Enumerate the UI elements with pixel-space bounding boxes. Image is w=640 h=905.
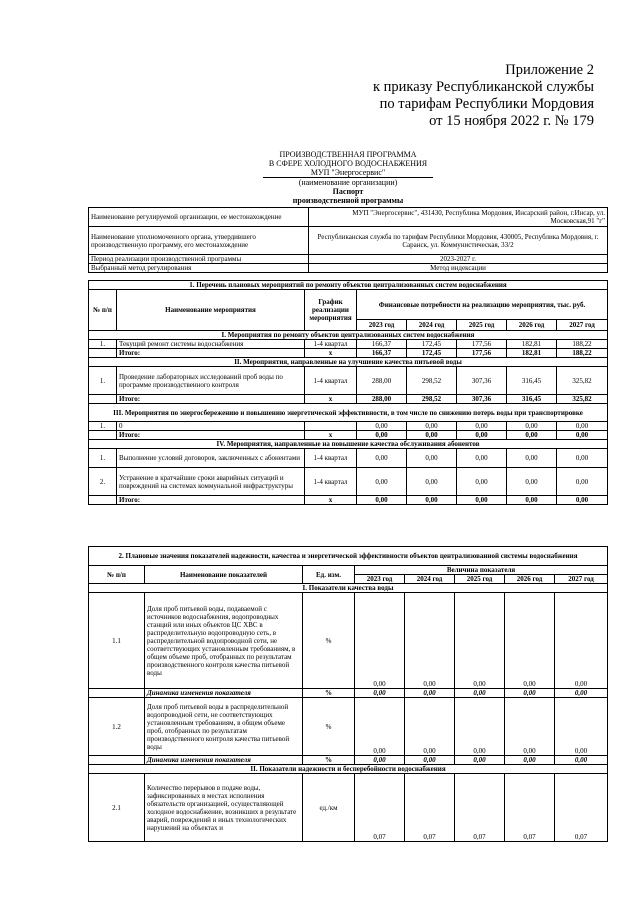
- row-value: 0,07: [505, 774, 555, 842]
- passport-label: Наименование регулируемой организации, ее местонахождение: [89, 208, 309, 227]
- appendix-line-4: от 15 ноября 2022 г. № 179: [429, 113, 594, 129]
- row-name: 0: [117, 422, 305, 431]
- passport-value: МУП "Энергосервис", 431430, Республика Мордовия, Инсарский район, г.Инсар, ул. Московская,91 "г": [309, 208, 608, 227]
- col-header-year: 2025 год: [457, 320, 507, 331]
- row-value: 0,00: [407, 468, 457, 496]
- section-heading: I. Показатели качества воды: [89, 584, 608, 593]
- row-value: 0,00: [557, 449, 608, 468]
- appendix-line-1: Приложение 2: [505, 62, 594, 78]
- section-heading: IV. Мероприятия, направленные на повышение качества обслуживания абонентов: [89, 440, 608, 449]
- row-schedule: 1-4 квартал: [305, 449, 357, 468]
- row-value: 0,07: [355, 774, 405, 842]
- row-value: 288,00: [357, 367, 407, 395]
- total-value: 0,00: [557, 431, 608, 440]
- dynamics-row: [89, 756, 608, 765]
- passport-label: Выбранный метод регулирования: [89, 264, 309, 273]
- row-value: 0,00: [405, 593, 455, 689]
- row-value: 0,00: [507, 449, 557, 468]
- program-header: [88, 150, 608, 205]
- total-row: [89, 496, 608, 505]
- dynamics-value: 0,00: [555, 756, 608, 765]
- col-header-financing: Финансовые потребности на реализацию мероприятия, тыс. руб.: [357, 290, 608, 320]
- section-heading: III. Мероприятия по энергосбережению и повышению энергетической эффективности, в том числе по снижению потерь воды при транспортировке: [89, 404, 608, 422]
- program-title-1: ПРОИЗВОДСТВЕННАЯ ПРОГРАММА: [279, 150, 417, 159]
- dynamics-unit: %: [303, 689, 355, 698]
- dynamics-value: 0,00: [405, 756, 455, 765]
- total-value: 0,00: [507, 496, 557, 505]
- total-row: [89, 349, 608, 358]
- dynamics-value: 0,00: [405, 689, 455, 698]
- row-value: 0,00: [505, 698, 555, 756]
- dynamics-value: 0,00: [455, 689, 505, 698]
- col-header-year: 2027 год: [557, 320, 608, 331]
- col-header-num: № п/п: [89, 566, 145, 584]
- col-header-year: 2024 год: [407, 320, 457, 331]
- row-value: 0,00: [457, 422, 507, 431]
- row-value: 0,07: [455, 774, 505, 842]
- activities-table: [88, 280, 608, 505]
- passport-table: [88, 207, 608, 273]
- row-value: 325,82: [557, 367, 608, 395]
- passport-row: [89, 208, 608, 227]
- passport-row: [89, 227, 608, 255]
- row-value: 0,00: [455, 698, 505, 756]
- total-row: [89, 431, 608, 440]
- table-row: [89, 340, 608, 349]
- appendix-line-2: к приказу Республиканской службы: [372, 79, 594, 95]
- dynamics-unit: %: [303, 756, 355, 765]
- section-heading: II. Мероприятия, направленные на улучшение качества питьевой воды: [89, 358, 608, 367]
- col-header-year: 2023 год: [355, 575, 405, 584]
- table-row: [89, 367, 608, 395]
- activities-table-wrap: [88, 280, 608, 505]
- total-value: 0,00: [357, 431, 407, 440]
- row-value: 0,00: [357, 468, 407, 496]
- row-value: 182,81: [507, 340, 557, 349]
- row-name: Проведение лабораторных исследований проб воды по программе производственного контроля: [117, 367, 305, 395]
- total-value: 316,45: [507, 395, 557, 404]
- row-value: 316,45: [507, 367, 557, 395]
- row-value: 0,07: [405, 774, 455, 842]
- row-value: 0,00: [407, 449, 457, 468]
- passport-value: Республиканская служба по тарифам Республики Мордовия, 430005, Республика Мордовия, г. Саранск, ул. Коммунистическая, 33/2: [309, 227, 608, 255]
- row-unit: %: [303, 593, 355, 689]
- row-value: 0,00: [555, 698, 608, 756]
- dynamics-row: [89, 689, 608, 698]
- organization-caption: (наименование организации): [298, 178, 398, 187]
- row-value: 0,00: [357, 449, 407, 468]
- passport-label: Период реализации производственной программы: [89, 255, 309, 264]
- row-num: 2.: [89, 468, 117, 496]
- total-value: 0,00: [457, 431, 507, 440]
- dynamics-value: 0,00: [505, 756, 555, 765]
- total-value: 0,00: [407, 431, 457, 440]
- row-value: 0,00: [355, 593, 405, 689]
- total-value: 172,45: [407, 349, 457, 358]
- row-value: 0,00: [507, 422, 557, 431]
- row-unit: %: [303, 698, 355, 756]
- total-value: 0,00: [557, 496, 608, 505]
- total-value: 0,00: [407, 496, 457, 505]
- row-unit: ед./км: [303, 774, 355, 842]
- row-value: 0,00: [355, 698, 405, 756]
- dynamics-label: Динамика изменения показателя: [145, 689, 303, 698]
- row-value: 0,00: [557, 468, 608, 496]
- dynamics-value: 0,00: [455, 756, 505, 765]
- passport-row: [89, 264, 608, 273]
- appendix-block: [373, 62, 594, 130]
- dynamics-value: 0,00: [355, 756, 405, 765]
- row-name: Устранение в кратчайшие сроки аварийных ситуаций и повреждений на системах коммунальной инфраструктуры: [117, 468, 305, 496]
- total-value: 0,00: [357, 496, 407, 505]
- row-value: 172,45: [407, 340, 457, 349]
- passport-title: Паспорт: [332, 187, 364, 196]
- table-row: [89, 422, 608, 431]
- row-value: 177,56: [457, 340, 507, 349]
- col-header-name: Наименование мероприятия: [117, 290, 305, 331]
- passport-value: Метод индексации: [309, 264, 608, 273]
- total-value: 177,56: [457, 349, 507, 358]
- col-header-schedule: График реализации мероприятия: [305, 290, 357, 331]
- col-header-year: 2023 год: [357, 320, 407, 331]
- row-value: 298,52: [407, 367, 457, 395]
- row-value: 0,00: [407, 422, 457, 431]
- table-row: [89, 593, 608, 689]
- col-header-year: 2027 год: [555, 575, 608, 584]
- indicators-table-wrap: [88, 546, 608, 842]
- section-heading: I. Мероприятия по ремонту объектов централизованных систем водоснабжения: [89, 331, 608, 340]
- col-header-name: Наименование показателей: [145, 566, 303, 584]
- total-value: 298,52: [407, 395, 457, 404]
- row-value: 0,07: [555, 774, 608, 842]
- indicators-table: [88, 546, 608, 842]
- row-value: 0,00: [505, 593, 555, 689]
- col-header-num: № п/п: [89, 290, 117, 331]
- row-value: 166,37: [357, 340, 407, 349]
- total-value: 0,00: [457, 496, 507, 505]
- row-num: 1.: [89, 367, 117, 395]
- row-value: 0,00: [455, 593, 505, 689]
- col-header-value: Величина показателя: [355, 566, 608, 575]
- col-header-year: 2026 год: [505, 575, 555, 584]
- table-row: [89, 698, 608, 756]
- col-header-year: 2024 год: [405, 575, 455, 584]
- row-value: 0,00: [357, 422, 407, 431]
- dynamics-value: 0,00: [505, 689, 555, 698]
- total-value: 182,81: [507, 349, 557, 358]
- row-num: 1.: [89, 449, 117, 468]
- section-heading: II. Показатели надежности и бесперебойности водоснабжения: [89, 765, 608, 774]
- organization-name: МУП "Энергосервис": [263, 168, 433, 178]
- row-value: 0,00: [457, 468, 507, 496]
- activities-table-title: 1. Перечень плановых мероприятий по ремонту объектов централизованных систем водоснабжения: [89, 281, 608, 290]
- table-row: [89, 468, 608, 496]
- row-name: Текущий ремонт системы водоснабжения: [117, 340, 305, 349]
- total-row: [89, 395, 608, 404]
- passport-label: Наименование уполномоченного органа, утвердившего производственную программу, его местонахождение: [89, 227, 309, 255]
- indicators-table-title: 2. Плановые значения показателей надежности, качества и энергетической эффективности объектов централизованной системы водоснабжения: [89, 547, 608, 566]
- total-value: 166,37: [357, 349, 407, 358]
- row-num: 1.: [89, 422, 117, 431]
- row-schedule: 1-4 квартал: [305, 367, 357, 395]
- col-header-unit: Ед. изм.: [303, 566, 355, 584]
- row-schedule: 1-4 квартал: [305, 340, 357, 349]
- dynamics-value: 0,00: [355, 689, 405, 698]
- total-schedule: х: [305, 395, 357, 404]
- row-name: Количество перерывов в подаче воды, зафиксированных в местах исполнения обязательств организацией, осуществляющей холодное водоснабжение, возникших в результате аварий, повреждений и иных технологических нарушений на объектах и: [145, 774, 303, 842]
- total-label: Итого:: [117, 349, 305, 358]
- row-value: 0,00: [507, 468, 557, 496]
- program-title-2: В СФЕРЕ ХОЛОДНОГО ВОДОСНАБЖЕНИЯ: [268, 159, 428, 168]
- dynamics-label: Динамика изменения показателя: [145, 756, 303, 765]
- total-value: 307,36: [457, 395, 507, 404]
- row-value: 0,00: [405, 698, 455, 756]
- row-value: 0,00: [457, 449, 507, 468]
- appendix-line-3: по тарифам Республики Мордовия: [379, 96, 594, 112]
- total-schedule: х: [305, 349, 357, 358]
- total-label: Итого:: [117, 496, 305, 505]
- row-value: 188,22: [557, 340, 608, 349]
- total-value: 188,22: [557, 349, 608, 358]
- passport-table-wrap: [88, 207, 608, 273]
- row-schedule: 1-4 квартал: [305, 468, 357, 496]
- total-schedule: х: [305, 496, 357, 505]
- row-num: 2.1: [89, 774, 145, 842]
- row-name: Доля проб питьевой воды в распределительной водопроводной сети, не соответствующих установленным требованиям, в общем объеме проб, отобранных по результатам производственного контроля качества питьевой воды: [145, 698, 303, 756]
- passport-row: [89, 255, 608, 264]
- row-schedule: [305, 422, 357, 431]
- table-row: [89, 774, 608, 842]
- passport-value: 2023-2027 г.: [309, 255, 608, 264]
- row-name: Доля проб питьевой воды, подаваемой с источников водоснабжения, водопроводных станций или иных объектов ЦС ХВС в распределительную водопроводную сеть, в распределительной водопроводной сети, не соответствующих установленным требованиям, в общем объеме проб, отобранных по результатам производственного контроля качества питьевой воды: [145, 593, 303, 689]
- col-header-year: 2026 год: [507, 320, 557, 331]
- total-schedule: х: [305, 431, 357, 440]
- total-label: Итого:: [117, 431, 305, 440]
- total-label: Итого:: [117, 395, 305, 404]
- row-num: 1.1: [89, 593, 145, 689]
- total-value: 325,82: [557, 395, 608, 404]
- passport-subtitle: производственной программы: [292, 196, 404, 205]
- col-header-year: 2025 год: [455, 575, 505, 584]
- row-num: 1.: [89, 340, 117, 349]
- row-value: 307,36: [457, 367, 507, 395]
- total-value: 288,00: [357, 395, 407, 404]
- row-num: 1.2: [89, 698, 145, 756]
- table-row: [89, 449, 608, 468]
- total-value: 0,00: [507, 431, 557, 440]
- row-value: 0,00: [555, 593, 608, 689]
- dynamics-value: 0,00: [555, 689, 608, 698]
- row-name: Выполнение условий договоров, заключенных с абонентами: [117, 449, 305, 468]
- row-value: 0,00: [557, 422, 608, 431]
